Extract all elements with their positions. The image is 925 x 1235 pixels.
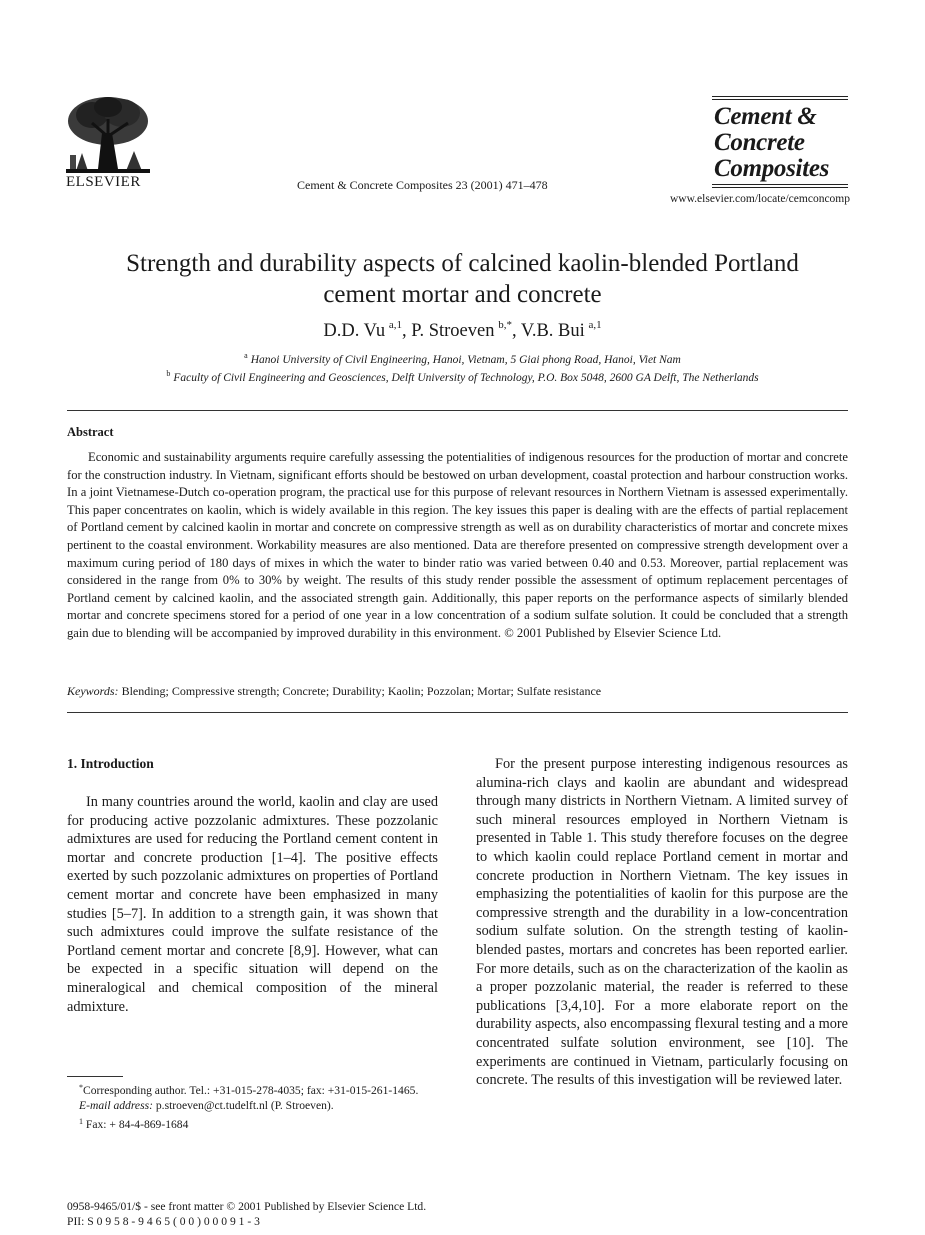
author-name: V.B. Bui — [520, 321, 585, 341]
brand-line-1: Cement & — [714, 103, 817, 130]
journal-citation: Cement & Concrete Composites 23 (2001) 471–478 — [297, 178, 548, 192]
article-title — [40, 248, 885, 310]
abstract-heading: Abstract — [67, 425, 114, 439]
email-label: E-mail address: — [79, 1099, 153, 1113]
footnote-text: Fax: + 84-4-869-1684 — [85, 1117, 189, 1131]
journal-brand-text — [714, 104, 848, 182]
author-separator: , — [511, 321, 521, 341]
footnote-corresponding — [67, 1080, 442, 1098]
issn-line: 0958-9465/01/$ - see front matter © 2001 Published by Elsevier Science Ltd. — [67, 1200, 427, 1213]
affiliation-b — [40, 369, 885, 384]
author-mark: b,* — [498, 319, 512, 331]
author-list — [40, 319, 885, 342]
affiliation-text: Hanoi University of Civil Engineering, Hanoi, Vietnam, 5 Giai phong Road, Hanoi, Viet Nam — [250, 354, 681, 366]
brand-line-3: Composites — [714, 155, 830, 182]
author-name: P. Stroeven — [411, 321, 495, 341]
pii-line: PII: S 0 9 5 8 - 9 4 6 5 ( 0 0 ) 0 0 0 9 1 - 3 — [67, 1215, 260, 1229]
affiliation-mark: a — [244, 351, 248, 360]
footnote-fax — [67, 1114, 442, 1132]
author-separator: , — [401, 321, 412, 341]
footnote-divider — [67, 1076, 123, 1077]
body-paragraph-left: In many countries around the world, kaolin and clay are used for producing active pozzolanic admixtures. These pozzolanic admixtures are used for reducing the Portland cement content in mortar and concrete production [1–4]. The positive effects exerted by such pozzolanic admixtures on properties of Portland cement mortar and concrete have been emphasized in many studies [5–7]. In addition to a strength gain, it was shown that such admixtures could improve the sulfate resistance of the Portland cement mortar and concrete [8,9]. However, what can be expected in a specific situation will depend on the mineralogical and chemical composition of the mineral admixture. — [67, 794, 438, 1015]
elsevier-tree-logo — [62, 93, 154, 175]
brand-line-2: Concrete — [714, 129, 805, 156]
affiliation-a — [40, 351, 885, 366]
footnote-mark: * — [79, 1083, 83, 1092]
footnote-mark: 1 — [79, 1116, 83, 1126]
footnotes — [67, 1080, 442, 1132]
divider — [67, 712, 848, 713]
author-mark: a,1 — [588, 319, 602, 331]
author-mark: a,1 — [388, 319, 402, 331]
abstract-text: Economic and sustainability arguments require carefully assessing the potentialities of indigenous resources for the production of mortar and concrete for the construction industry. In Vietnam, significant efforts should be bestowed on urban development, coastal protection and harbour construction works. In a joint Vietnamese-Dutch co-operation program, the practical use for this purpose of relevant resources in Northern Vietnam is assessed experimentally. This paper concentrates on kaolin, which is widely available in this region. The key issues this paper is dealing with are the effects of partial replacement of Portland cement by calcined kaolin in mortar and concrete on compressive strength as well as on durability characteristics of mortar and concrete mixes pertinent to the coastal environment. Workability measures are also mentioned. Data are therefore presented on compressive strength development over a maximum curing period of 180 days of mixes in which the water to binder ratio was varied between 0.40 and 0.53. Moreover, partial replacement was considered in the range from 0% to 30% by weight. The results of this study render possible the assessment of optimum replacement percentages of Portland cement by calcined kaolin, and the associated strength gain. Additionally, this paper reports on the performance aspects of similarly blended mortar and concrete specimens stored for a period of one year in a low concentration of a sodium sulfate solution. It could be concluded that a strength gain due to blending will be accompanied by improved durability in this environment. © 2001 Published by Elsevier Science Ltd. — [67, 450, 848, 640]
affiliation-text: Faculty of Civil Engineering and Geosciences, Delft University of Technology, P.O. Box 5048, 2600 GA Delft, The Netherlands — [173, 372, 759, 384]
section-heading: 1. Introduction — [67, 756, 154, 771]
journal-url[interactable]: www.elsevier.com/locate/cemconcomp — [670, 193, 850, 205]
keywords-label: Keywords: — [67, 684, 119, 698]
keywords — [67, 684, 848, 699]
publisher-name: ELSEVIER — [66, 174, 141, 190]
footnote-email — [67, 1098, 442, 1113]
journal-brand-logo — [712, 96, 848, 190]
title-line-2: cement mortar and concrete — [323, 281, 602, 308]
body-paragraph-right: For the present purpose interesting indigenous resources as alumina-rich clays and kaolin are abundant and widespread through many districts in Northern Vietnam. A limited survey of such mineral resources employed in Northern Vietnam is presented in Table 1. This study therefore focuses on the degree to which kaolin could replace Portland cement in mortar and concrete production in Northern Vietnam. The key issues in emphasizing the potentialities of kaolin for this purpose are the compressive strength and the durability in a low-concentration sodium sulfate solution. On the strength testing of kaolin-blended pastes, mortars and concretes has been reported earlier. For more details, such as on the characterization of the kaolin as a proper pozzolanic material, the reader is referred to these publications [3,4,10]. For a more elaborate report on the durability aspects, also encompassing flexural testing and a more concentrated sulfate solution environment, see [10]. The experiments are continued in Vietnam, particularly focusing on concrete. The results of this investigation will be reviewed later. — [476, 756, 849, 1089]
divider — [67, 410, 848, 411]
front-matter-info — [67, 1199, 426, 1230]
title-line-1: Strength and durability aspects of calcined kaolin-blended Portland — [126, 250, 799, 277]
author-name: D.D. Vu — [323, 321, 386, 341]
keywords-list: Blending; Compressive strength; Concrete; Durability; Kaolin; Pozzolan; Mortar; Sulfate resistance — [121, 684, 602, 698]
footnote-text: Corresponding author. Tel.: +31-015-278-4035; fax: +31-015-261-1465. — [83, 1084, 419, 1097]
email-address[interactable]: p.stroeven@ct.tudelft.nl (P. Stroeven). — [155, 1099, 334, 1113]
affiliation-mark: b — [166, 369, 171, 378]
